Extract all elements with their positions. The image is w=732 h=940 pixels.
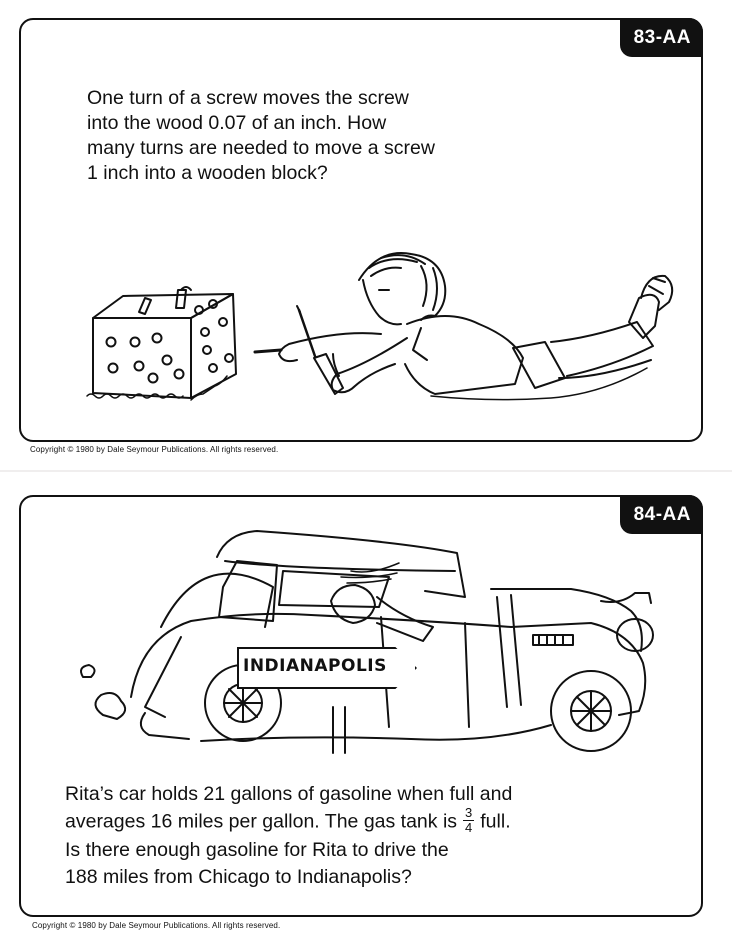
problem-line: Rita’s car holds 21 gallons of gasoline when full and	[65, 783, 513, 805]
card-code-badge: 83-AA	[620, 18, 703, 57]
fraction-denominator: 4	[465, 820, 473, 835]
copyright-text: Copyright © 1980 by Dale Seymour Publications. All rights reserved.	[32, 921, 281, 930]
card-code-badge: 84-AA	[620, 495, 703, 534]
copyright-text: Copyright © 1980 by Dale Seymour Publications. All rights reserved.	[30, 445, 279, 454]
problem-line: One turn of a screw moves the screw	[87, 87, 409, 109]
problem-line: 188 miles from Chicago to Indianapolis?	[65, 866, 412, 888]
problem-text	[87, 86, 527, 186]
car-illustration	[61, 517, 671, 762]
girl-with-screwdriver-illustration	[81, 238, 681, 428]
problem-line: many turns are needed to move a screw	[87, 137, 435, 159]
girl-lying-icon	[255, 253, 672, 400]
problem-card-83	[19, 18, 703, 454]
fraction	[463, 806, 474, 835]
old-car-icon	[81, 531, 653, 753]
problem-line: into the wood 0.07 of an inch. How	[87, 112, 387, 134]
problem-line: 1 inch into a wooden block?	[87, 162, 328, 184]
problem-line-part: averages 16 miles per gallon. The gas tank is	[65, 810, 458, 833]
problem-line	[65, 805, 625, 837]
sign-label: INDIANAPOLIS	[243, 656, 387, 676]
problem-text	[65, 781, 625, 891]
problem-line-part: full.	[480, 810, 511, 833]
screwdriver-icon	[297, 306, 343, 394]
wooden-block-icon	[87, 287, 236, 400]
card-divider	[0, 470, 732, 472]
fraction-numerator: 3	[465, 805, 473, 820]
problem-line: Is there enough gasoline for Rita to drive the	[65, 839, 449, 861]
problem-card-84	[19, 495, 703, 930]
